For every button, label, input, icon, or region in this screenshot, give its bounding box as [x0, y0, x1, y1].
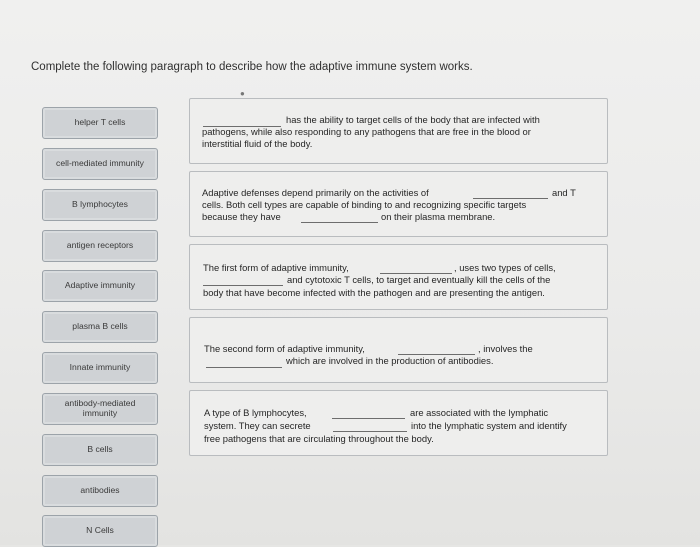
sentence-text: are associated with the lymphatic	[410, 407, 549, 418]
sentence-text: on their plasma membrane.	[381, 211, 496, 222]
term-b-cells[interactable]	[42, 434, 158, 466]
term-label: plasma B cells	[72, 321, 128, 332]
sentence-text: cells. Both cell types are capable of binding to and recognizing specific targets	[202, 199, 527, 210]
cursor-mark: ●	[240, 89, 245, 98]
term-label: N Cells	[86, 525, 114, 536]
sentence-box-1	[189, 98, 608, 164]
sentence-text: and T	[552, 187, 576, 198]
term-innate-immunity[interactable]	[42, 352, 158, 384]
sentence-text: , involves the	[478, 343, 533, 354]
sentence-text: because they have	[202, 211, 281, 222]
sentence-box-5	[189, 390, 608, 456]
drop-blank[interactable]	[332, 418, 405, 419]
drop-blank[interactable]	[301, 222, 378, 223]
sentence-text: free pathogens that are circulating throughout the body.	[204, 433, 434, 444]
drop-blank[interactable]	[203, 285, 283, 286]
sentence-text: The first form of adaptive immunity,	[203, 262, 349, 273]
term-label: Adaptive immunity	[64, 280, 136, 291]
term-label: cell-mediated immunity	[56, 158, 144, 169]
term-label: antibody-mediated immunity	[64, 398, 136, 418]
term-label: B cells	[87, 444, 113, 455]
sentence-text: has the ability to target cells of the body that are infected with	[286, 114, 540, 125]
term-label: helper T cells	[74, 117, 126, 128]
term-b-lymphocytes[interactable]	[42, 189, 158, 221]
sentence-text: , uses two types of cells,	[454, 262, 556, 273]
term-antibodies[interactable]	[42, 475, 158, 507]
term-label: antigen receptors	[66, 240, 134, 251]
sentence-box-2	[189, 171, 608, 237]
term-antigen-receptors[interactable]	[42, 230, 158, 262]
term-helper-t-cells[interactable]	[42, 107, 158, 139]
term-label: B lymphocytes	[72, 199, 128, 210]
sentence-text: pathogens, while also responding to any pathogens that are free in the blood or	[202, 126, 531, 137]
sentence-box-3	[189, 244, 608, 310]
sentence-box-4	[189, 317, 608, 383]
term-antibody-mediated-immunity[interactable]	[42, 393, 158, 425]
sentence-text: body that have become infected with the pathogen and are presenting the antigen.	[203, 287, 545, 298]
sentence-text: The second form of adaptive immunity,	[204, 343, 365, 354]
sentence-text: system. They can secrete	[204, 420, 311, 431]
term-label: Innate immunity	[69, 362, 131, 373]
term-cell-mediated-immunity[interactable]	[42, 148, 158, 180]
sentence-text: which are involved in the production of antibodies.	[286, 355, 494, 366]
term-plasma-b-cells[interactable]	[42, 311, 158, 343]
term-n-cells[interactable]	[42, 515, 158, 547]
sentence-text: interstitial fluid of the body.	[202, 138, 313, 149]
question-instruction: Complete the following paragraph to describe how the adaptive immune system works.	[31, 61, 473, 73]
term-label: antibodies	[80, 485, 120, 496]
sentence-text: and cytotoxic T cells, to target and eventually kill the cells of the	[287, 274, 551, 285]
term-adaptive-immunity[interactable]	[42, 270, 158, 302]
drop-blank[interactable]	[206, 367, 282, 368]
sentence-text: into the lymphatic system and identify	[411, 420, 567, 431]
sentence-text: Adaptive defenses depend primarily on the activities of	[202, 187, 429, 198]
drop-blank[interactable]	[333, 431, 407, 432]
sentence-text: A type of B lymphocytes,	[204, 407, 307, 418]
